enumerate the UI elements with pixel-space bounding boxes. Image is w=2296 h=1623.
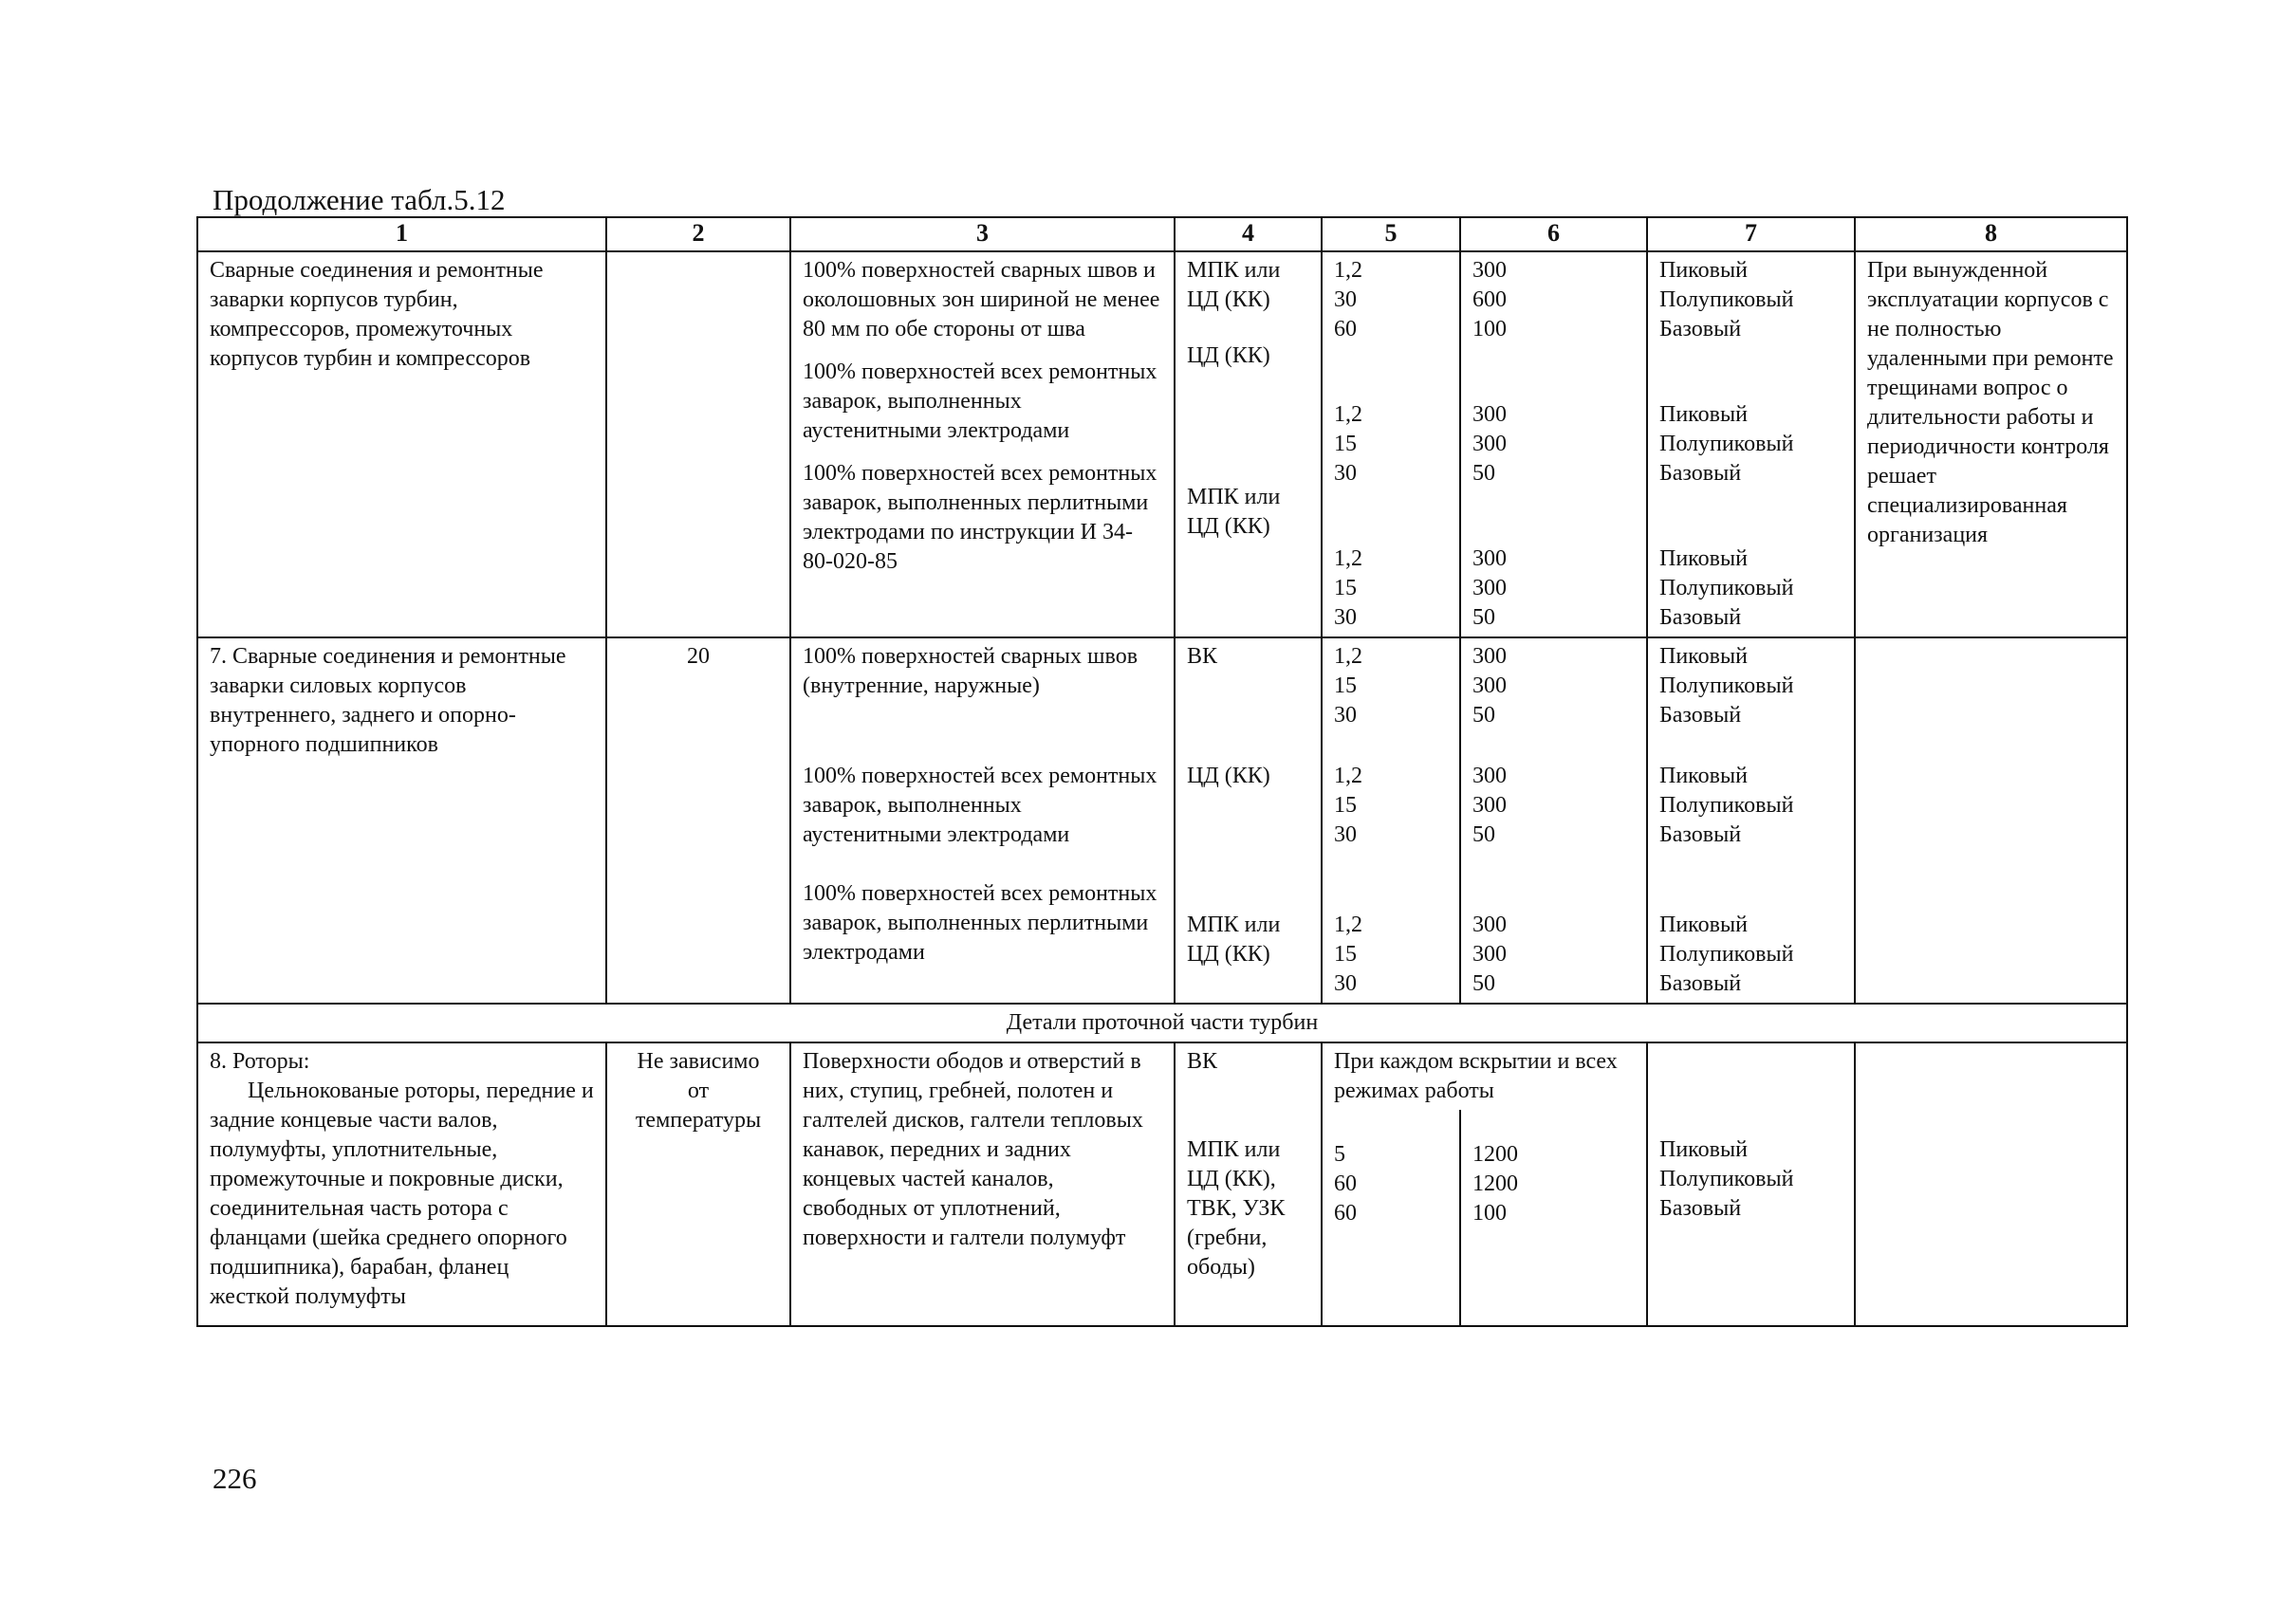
- table-row: [197, 637, 2127, 1004]
- method-cell: [1175, 251, 1322, 637]
- mode-cell: [1647, 637, 1855, 1004]
- zone-text: 100% поверхностей сварных швов (внутренние, наружные): [803, 644, 1139, 698]
- zone-text: 100% поверхностей всех ремонтных заварок, выполненных перлитными электродами: [803, 881, 1157, 965]
- note-cell: [1855, 1042, 2127, 1326]
- header-cell: 3: [790, 217, 1175, 251]
- starts-cell: [1460, 251, 1647, 637]
- starts-text: 300 300 50: [1472, 546, 1507, 630]
- hours-text: 1,2 30 60: [1334, 258, 1362, 341]
- starts-text: 300 300 50: [1472, 644, 1507, 728]
- mode-text: Пиковый Полупиковый Базовый: [1659, 913, 1794, 996]
- header-cell: 2: [606, 217, 790, 251]
- mode-text: Пиковый Полупиковый Базовый: [1659, 1137, 1794, 1221]
- hours-text: 1,2 15 30: [1334, 402, 1362, 486]
- method-text: МПК или ЦД (КК), ТВК, УЗК (гребни, ободы): [1187, 1137, 1286, 1280]
- mode-text: Пиковый Полупиковый Базовый: [1659, 546, 1794, 630]
- zone-text: 100% поверхностей сварных швов и околошовных зон шириной не менее 80 мм по обе стороны от шва: [803, 258, 1160, 341]
- object-cell: [197, 251, 606, 637]
- method-cell: [1175, 637, 1322, 1004]
- starts-text: 300 300 50: [1472, 913, 1507, 996]
- table-caption: Продолжение табл.5.12: [213, 183, 506, 216]
- table-row: [197, 1042, 2127, 1326]
- hours-text: 5 60 60: [1323, 1110, 1461, 1325]
- zone-text: 100% поверхностей всех ремонтных заварок, выполненных перлитными электродами по инструкции И 34-80-020-85: [803, 461, 1157, 574]
- object-cell: 7. Сварные соединения и ремонтные заварки силовых корпусов внутреннего, заднего и опорно-упорного подшипников: [197, 637, 606, 1004]
- method-text: ВК: [1187, 1049, 1218, 1074]
- section-title: Детали проточной части турбин: [197, 1004, 2127, 1042]
- rotor-body: Цельнокованые роторы, передние и задние концевые части валов, полумуфты, уплотнительные, промежуточные и покровные диски, соединительная часть ротора с фланцами (шейка среднего опорного подшипника), барабан, фланец жесткой полумуфты: [210, 1079, 594, 1309]
- starts-text: 300 300 50: [1472, 764, 1507, 847]
- starts-text: 300 300 50: [1472, 402, 1507, 486]
- hours-cell: [1322, 637, 1460, 1004]
- temperature-cell: [606, 251, 790, 637]
- inspection-table: [196, 216, 2128, 1327]
- method-text: ВК: [1187, 644, 1218, 669]
- hours-starts-cell: [1322, 1042, 1647, 1326]
- starts-text: 300 600 100: [1472, 258, 1507, 341]
- note-cell: [1855, 637, 2127, 1004]
- mode-text: Пиковый Полупиковый Базовый: [1659, 258, 1794, 341]
- zone-cell: [790, 637, 1175, 1004]
- temperature-cell: 20: [606, 637, 790, 1004]
- hours-text: 1,2 15 30: [1334, 546, 1362, 630]
- note-cell: При вынужденной эксплуатации корпусов с не полностью удаленными при ремонте трещинами вопрос о длительности работы и периодичности контроля решает специализированная организация: [1855, 251, 2127, 637]
- rotor-title: 8. Роторы:: [210, 1049, 310, 1074]
- method-cell: [1175, 1042, 1322, 1326]
- inspection-note: При каждом вскрытии и всех режимах работы: [1334, 1049, 1618, 1103]
- header-row: [197, 217, 2127, 251]
- temperature-cell: Не зависимо от температуры: [606, 1042, 790, 1326]
- hours-text: 1,2 15 30: [1334, 764, 1362, 847]
- hours-cell: [1322, 251, 1460, 637]
- hours-text: 1,2 15 30: [1334, 913, 1362, 996]
- zone-cell: Поверхности ободов и отверстий в них, ступиц, гребней, полотен и галтелей дисков, галтели тепловых канавок, передних и задних концевых частей каналов, свободных от уплотнений, поверхности и галтели полумуфт: [790, 1042, 1175, 1326]
- header-cell: 6: [1460, 217, 1647, 251]
- method-text: МПК или ЦД (КК): [1187, 258, 1281, 312]
- method-text: МПК или ЦД (КК): [1187, 913, 1281, 967]
- starts-text: 1200 1200 100: [1472, 1142, 1518, 1226]
- mode-text: Пиковый Полупиковый Базовый: [1659, 402, 1794, 486]
- method-text: ЦД (КК): [1187, 764, 1270, 788]
- table-row: [197, 251, 2127, 637]
- header-cell: 7: [1647, 217, 1855, 251]
- section-row: [197, 1004, 2127, 1042]
- zone-text: 100% поверхностей всех ремонтных заварок, выполненных аустенитными электродами: [803, 360, 1157, 443]
- mode-cell: [1647, 1042, 1855, 1326]
- mode-text: Пиковый Полупиковый Базовый: [1659, 764, 1794, 847]
- zone-cell: [790, 251, 1175, 637]
- object-cell: [197, 1042, 606, 1326]
- mode-text: Пиковый Полупиковый Базовый: [1659, 644, 1794, 728]
- page-number: 226: [213, 1462, 257, 1495]
- zone-text: 100% поверхностей всех ремонтных заварок, выполненных аустенитными электродами: [803, 764, 1157, 847]
- starts-cell: [1460, 637, 1647, 1004]
- hours-text: 1,2 15 30: [1334, 644, 1362, 728]
- header-cell: 4: [1175, 217, 1322, 251]
- header-cell: 8: [1855, 217, 2127, 251]
- header-cell: 1: [197, 217, 606, 251]
- header-cell: 5: [1322, 217, 1460, 251]
- mode-cell: [1647, 251, 1855, 637]
- method-text: МПК или ЦД (КК): [1187, 485, 1281, 539]
- object-text: Сварные соединения и ремонтные заварки корпусов турбин, компрессоров, промежуточных корпусов турбин и компрессоров: [210, 258, 544, 371]
- method-text: ЦД (КК): [1187, 343, 1270, 368]
